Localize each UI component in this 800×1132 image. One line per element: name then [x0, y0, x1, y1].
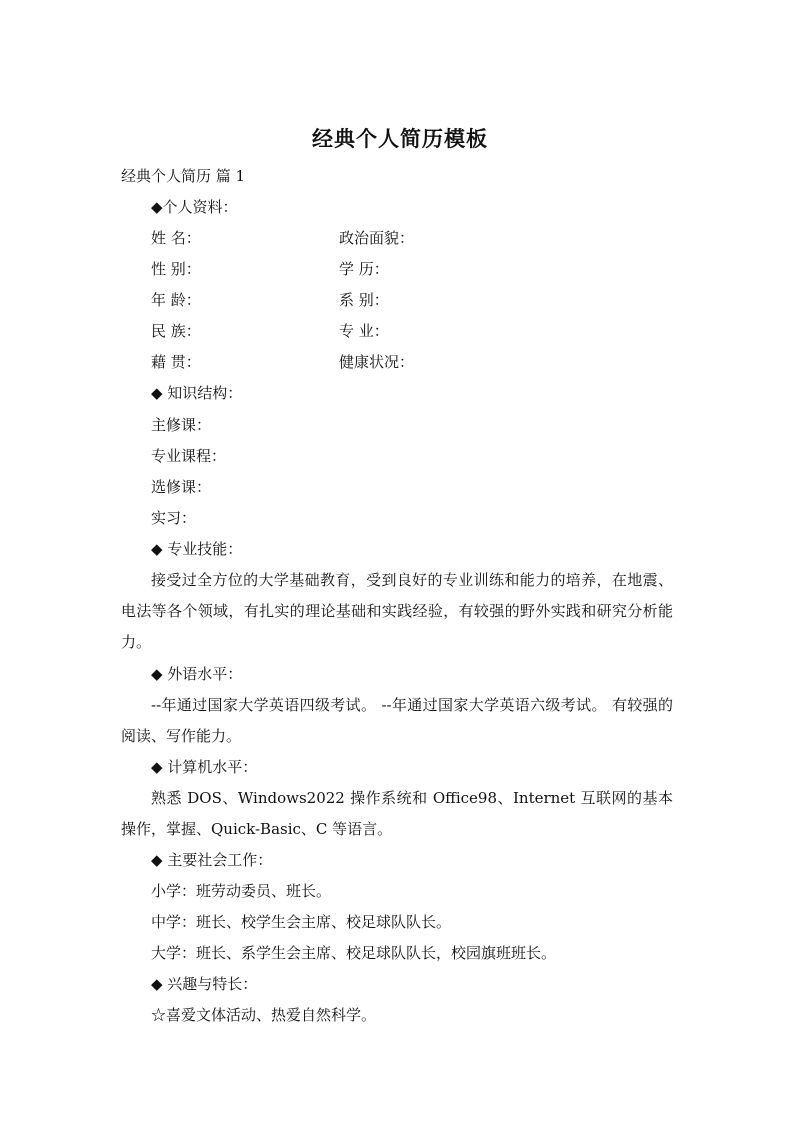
list-item: 选修课： — [151, 478, 212, 496]
field-label-hometown: 藉 贯： — [151, 353, 201, 371]
field-label-age: 年 龄： — [151, 291, 201, 309]
computer-paragraph: 熟悉 DOS、Windows2022 操作系统和 Office98、Internet 互联网的基本操作，掌握、Quick-Basic、C 等语言。 — [121, 789, 673, 838]
field-label-ethnicity: 民 族： — [151, 322, 201, 340]
field-label-gender: 性 别： — [151, 260, 201, 278]
section-heading-personal: ◆个人资料： — [151, 198, 238, 216]
document-subtitle: 经典个人简历 篇 1 — [121, 167, 246, 185]
field-label-political-status: 政治面貌： — [339, 229, 415, 247]
document-title: 经典个人简历模板 — [312, 127, 488, 151]
section-heading-hobbies: ◆ 兴趣与特长： — [151, 975, 258, 993]
section-heading-language: ◆ 外语水平： — [151, 665, 243, 683]
skills-paragraph: 接受过全方位的大学基础教育，受到良好的专业训练和能力的培养，在地震、电法等各个领域，有扎实的理论基础和实践经验，有较强的野外实践和研究分析能力。 — [121, 571, 673, 651]
list-item: 中学：班长、校学生会主席、校足球队队长。 — [151, 913, 452, 931]
field-label-health: 健康状况： — [339, 353, 415, 371]
section-heading-knowledge: ◆ 知识结构： — [151, 384, 243, 402]
language-paragraph: --年通过国家大学英语四级考试。 --年通过国家大学英语六级考试。 有较强的阅读、写作能力。 — [121, 696, 673, 745]
list-item: 大学：班长、系学生会主席、校足球队队长，校园旗班班长。 — [151, 944, 557, 962]
section-heading-social: ◆ 主要社会工作： — [151, 851, 273, 869]
list-item: 实习： — [151, 509, 197, 527]
section-heading-skills: ◆ 专业技能： — [151, 540, 243, 558]
field-label-major: 专 业： — [339, 322, 389, 340]
list-item: ☆喜爱文体活动、热爱自然科学。 — [151, 1006, 377, 1024]
field-label-department: 系 别： — [339, 291, 389, 309]
field-label-education: 学 历： — [339, 260, 389, 278]
field-label-name: 姓 名： — [151, 229, 201, 247]
section-heading-computer: ◆ 计算机水平： — [151, 758, 258, 776]
list-item: 专业课程： — [151, 447, 227, 465]
list-item: 小学：班劳动委员、班长。 — [151, 882, 332, 900]
list-item: 主修课： — [151, 416, 212, 434]
